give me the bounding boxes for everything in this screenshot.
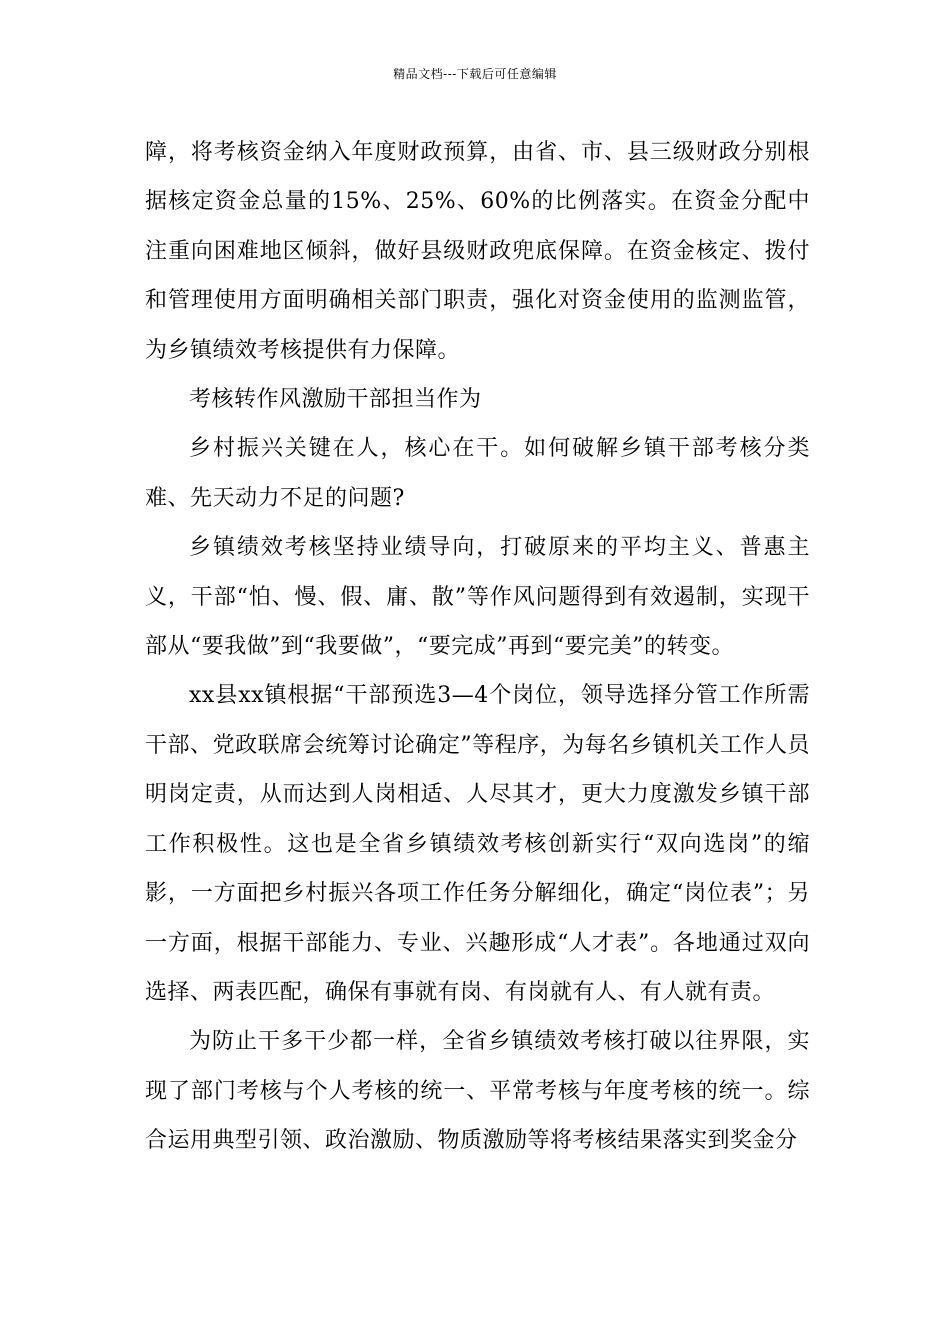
- paragraph: 为防止干多干少都一样，全省乡镇绩效考核打破以往界限，实现了部门考核与个人考核的统一、平常考核与年度考核的统一。综合运用典型引领、政治激励、物质激励等将考核结果落实到奖金分: [145, 1029, 810, 1154]
- paragraph: xx县xx镇根据“干部预选3—4个岗位，领导选择分管工作所需干部、党政联席会统筹讨论确定”等程序，为每名乡镇机关工作人员明岗定责，从而达到人岗相适、人尽其才，更大力度激发乡镇干部工作积极性。这也是全省乡镇绩效考核创新实行“双向选岗”的缩影，一方面把乡村振兴各项工作任务分解细化，确定“岗位表”；另一方面，根据干部能力、专业、兴趣形成“人才表”。各地通过双向选择、两表匹配，确保有事就有岗、有岗就有人、有人就有责。: [145, 683, 810, 1005]
- page-header: 精品文档---下载后可任意编辑: [393, 67, 557, 81]
- paragraph: 乡镇绩效考核坚持业绩导向，打破原来的平均主义、普惠主义，干部“怕、慢、假、庸、散”等作风问题得到有效遏制，实现干部从“要我做”到“我要做”，“要完成”再到“要完美”的转变。: [145, 535, 810, 660]
- document-body: [145, 128, 810, 1166]
- paragraph: 乡村振兴关键在人，核心在干。如何破解乡镇干部考核分类难、先天动力不足的问题?: [145, 436, 810, 511]
- paragraph-continuation: 障，将考核资金纳入年度财政预算，由省、市、县三级财政分别根据核定资金总量的15%、25%、60%的比例落实。在资金分配中注重向困难地区倾斜，做好县级财政兜底保障。在资金核定、拨付和管理使用方面明确相关部门职责，强化对资金使用的监测监管，为乡镇绩效考核提供有力保障。: [145, 140, 810, 363]
- section-heading: 考核转作风激励干部担当作为: [189, 387, 482, 413]
